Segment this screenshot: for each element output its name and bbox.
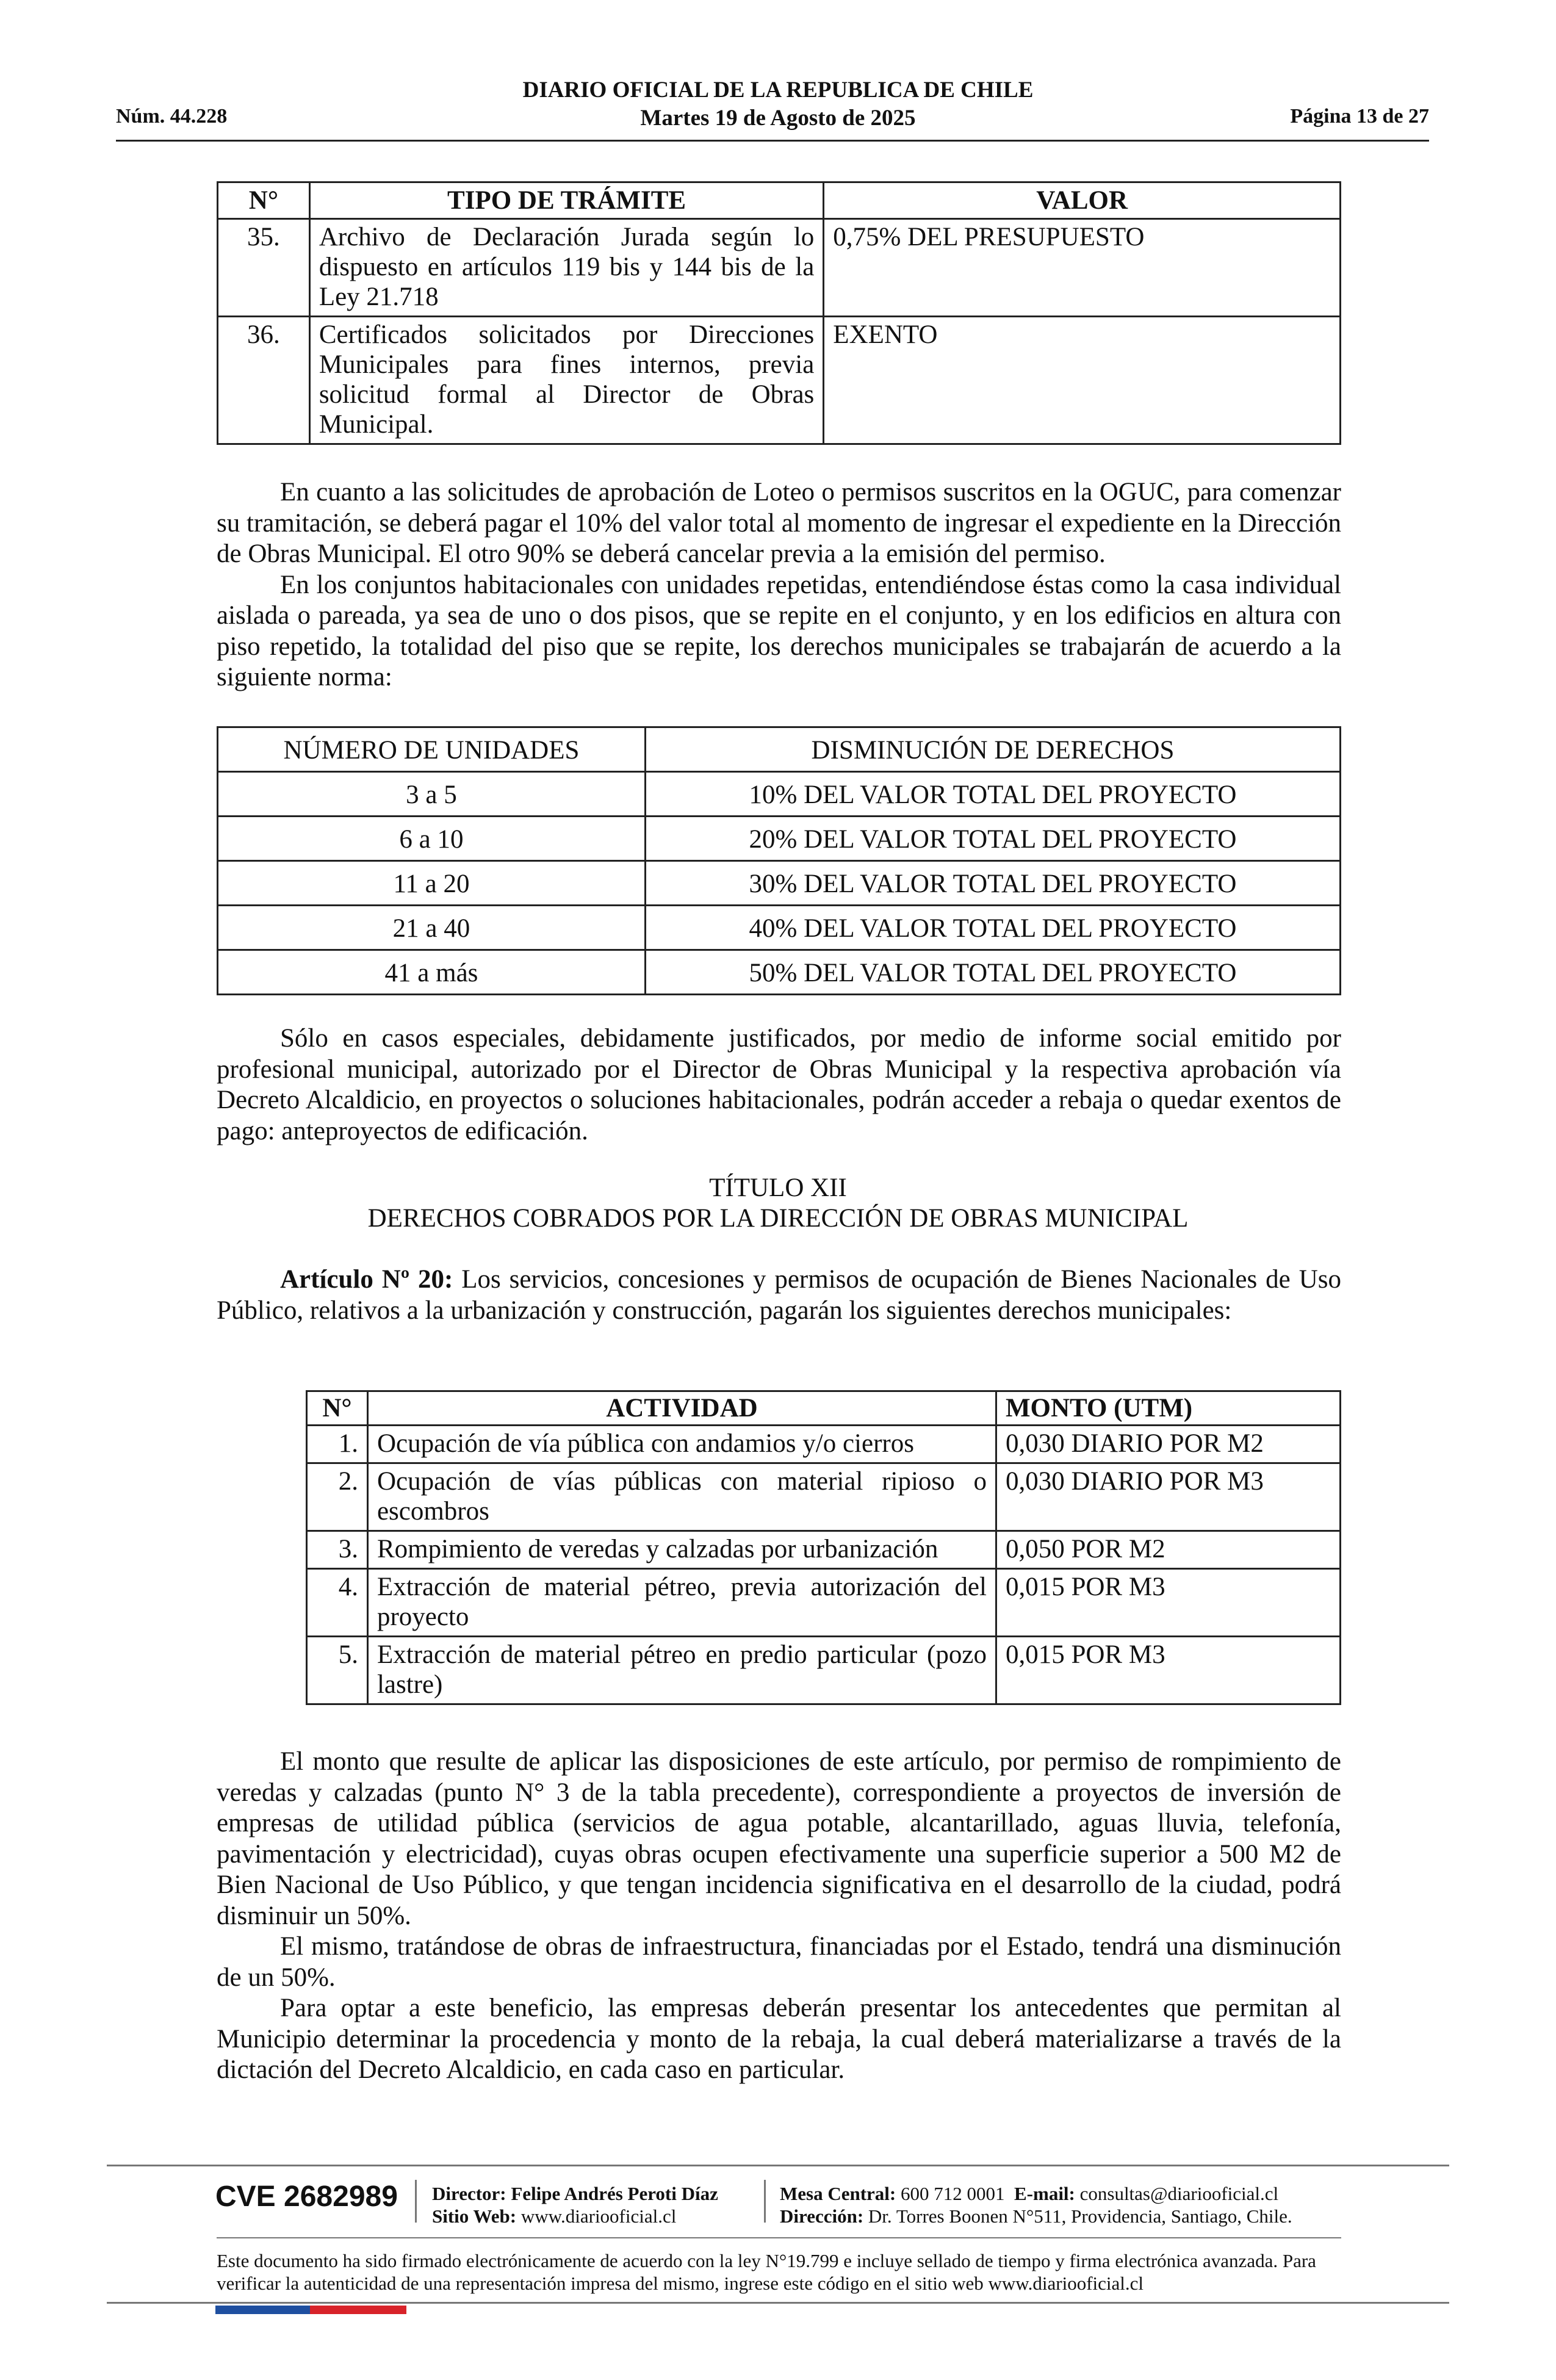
row-unidades: 11 a 20 [218,861,646,906]
row-tipo: Certificados solicitados por Direcciones Municipales para fines internos, previa solicitud formal al Director de Obras Municipal. [309,317,823,444]
section-title [0,1173,1556,1234]
body-section-1 [217,477,1341,693]
row-monto: 0,030 DIARIO POR M2 [996,1426,1340,1463]
table-row [218,861,1341,906]
table-row [307,1426,1341,1463]
row-actividad: Rompimiento de veredas y calzadas por urbanización [367,1531,996,1569]
row-disminucion: 50% DEL VALOR TOTAL DEL PROYECTO [645,950,1340,995]
row-number: 5. [307,1637,368,1704]
row-unidades: 3 a 5 [218,772,646,817]
tramites-table [217,181,1341,445]
email-label: E-mail: [1014,2183,1075,2204]
table-row [218,906,1341,950]
footer-divider-bottom [107,2302,1449,2304]
body-section-3 [217,1747,1341,2086]
table-row [307,1637,1341,1704]
table-row [218,950,1341,995]
row-monto: 0,050 POR M2 [996,1531,1340,1569]
article-20 [217,1264,1341,1326]
footer-director-info [432,2182,718,2227]
table-header-row [307,1391,1341,1426]
article-text: Los servicios, concesiones y permisos de ocupación de Bienes Nacionales de Uso Público, relativos a la urbanización y construcción, pagarán los siguientes derechos municipales: [217,1265,1341,1325]
row-unidades: 6 a 10 [218,817,646,861]
row-number: 4. [307,1569,368,1637]
row-tipo: Archivo de Declaración Jurada según lo dispuesto en artículos 119 bis y 144 bis de la Ley 21.718 [309,219,823,317]
phone-label: Mesa Central: [780,2183,896,2204]
address-label: Dirección: [780,2205,864,2227]
table-row [307,1463,1341,1531]
col-header-unidades: NÚMERO DE UNIDADES [218,727,646,772]
table-header-row [218,182,1341,219]
row-disminucion: 30% DEL VALOR TOTAL DEL PROYECTO [645,861,1340,906]
header-divider [116,140,1429,142]
table-row [218,817,1341,861]
footer-separator [764,2180,766,2223]
row-number: 36. [218,317,310,444]
email-link[interactable]: consultas@diariooficial.cl [1079,2183,1279,2204]
table-row [218,772,1341,817]
row-number: 35. [218,219,310,317]
table-row [218,219,1341,317]
row-valor: 0,75% DEL PRESUPUESTO [824,219,1341,317]
director-label: Director: [432,2183,506,2204]
row-actividad: Ocupación de vía pública con andamios y/o cierros [367,1426,996,1463]
row-valor: EXENTO [824,317,1341,444]
footer-divider-top [107,2165,1449,2166]
body-section-2 [217,1023,1341,1147]
page-number: Página 13 de 27 [1290,105,1429,128]
row-unidades: 41 a más [218,950,646,995]
footer-contact-info [780,2182,1292,2227]
row-disminucion: 20% DEL VALOR TOTAL DEL PROYECTO [645,817,1340,861]
paragraph: En cuanto a las solicitudes de aprobación de Loteo o permisos suscritos en la OGUC, para comenzar su tramitación, se deberá pagar el 10% del valor total al momento de ingresar el expediente en la Dirección de Obras Municipal. El otro 90% se deberá cancelar previa a la emisión del permiso. [217,478,1341,568]
legal-notice: Este documento ha sido firmado electrónicamente de acuerdo con la ley N°19.799 e incluye sellado de tiempo y firma electrónica avanzada. Para verificar la autenticidad de una representación impresa del mismo, ingrese este código en el sitio web www.diariooficial.cl [217,2250,1316,2294]
row-number: 2. [307,1463,368,1531]
row-number: 3. [307,1531,368,1569]
paragraph: El monto que resulte de aplicar las disposiciones de este artículo, por permiso de rompimiento de veredas y calzadas (punto N° 3 de la tabla precedente), correspondiente a proyectos de inversión de empresas de utilidad pública (servicios de agua potable, alcantarillado, aguas lluvia, telefonía, pavimentación y electricidad), cuyas obras ocupen efectivamente una superficie superior a 500 M2 de Bien Nacional de Uso Público, y que tengan incidencia significativa en el desarrollo de la ciudad, podrá disminuir un 50%. [217,1747,1341,1930]
row-unidades: 21 a 40 [218,906,646,950]
col-header-disminucion: DISMINUCIÓN DE DERECHOS [645,727,1340,772]
footer-divider-mid [217,2237,1341,2238]
cve-code: CVE 2682989 [215,2180,398,2213]
col-header-actividad: ACTIVIDAD [367,1391,996,1426]
col-header-valor: VALOR [824,182,1341,219]
table-row [307,1531,1341,1569]
paragraph: Sólo en casos especiales, debidamente justificados, por medio de informe social emitido por profesional municipal, autorizado por el Director de Obras Municipal y la respectiva aprobación vía Decreto Alcaldicio, en proyectos o soluciones habitacionales, podrán acceder a rebaja o quedar exentos de pago: anteproyectos de edificación. [217,1024,1341,1145]
flag-stripe-red [310,2306,406,2314]
paragraph: Para optar a este beneficio, las empresas deberán presentar los antecedentes que permitan al Municipio determinar la procedencia y monto de la rebaja, la cual deberá materializarse a través de la dictación del Decreto Alcaldicio, en cada caso en particular. [217,1994,1341,2084]
table-row [307,1569,1341,1637]
row-actividad: Extracción de material pétreo en predio particular (pozo lastre) [367,1637,996,1704]
publication-date: Martes 19 de Agosto de 2025 [640,106,916,131]
row-actividad: Ocupación de vías públicas con material ripioso o escombros [367,1463,996,1531]
website-label: Sitio Web: [432,2205,517,2227]
col-header-n: N° [218,182,310,219]
issue-number: Núm. 44.228 [116,105,228,128]
website-link[interactable]: www.diariooficial.cl [520,2205,677,2227]
paragraph: En los conjuntos habitacionales con unidades repetidas, entendiéndose éstas como la casa individual aislada o pareada, ya sea de uno o dos pisos, que se repite en el conjunto, y en los edificios en altura con piso repetido, la totalidad del piso que se repite, los derechos municipales se trabajarán de acuerdo a la siguiente norma: [217,570,1341,691]
row-disminucion: 40% DEL VALOR TOTAL DEL PROYECTO [645,906,1340,950]
director-name: Felipe Andrés Peroti Díaz [511,2183,718,2204]
publication-title: DIARIO OFICIAL DE LA REPUBLICA DE CHILE [522,78,1034,103]
title-number: TÍTULO XII [709,1174,847,1202]
title-heading: DERECHOS COBRADOS POR LA DIRECCIÓN DE OBRAS MUNICIPAL [367,1204,1189,1233]
flag-stripe-blue [215,2306,310,2314]
row-number: 1. [307,1426,368,1463]
article-label: Artículo Nº 20: [280,1265,453,1294]
col-header-n: N° [307,1391,368,1426]
row-monto: 0,015 POR M3 [996,1569,1340,1637]
activities-table [306,1390,1341,1705]
col-header-monto: MONTO (UTM) [996,1391,1340,1426]
paragraph: El mismo, tratándose de obras de infraestructura, financiadas por el Estado, tendrá una disminución de un 50%. [217,1932,1341,1992]
row-monto: 0,015 POR M3 [996,1637,1340,1704]
table-row [218,317,1341,444]
row-monto: 0,030 DIARIO POR M3 [996,1463,1340,1531]
row-disminucion: 10% DEL VALOR TOTAL DEL PROYECTO [645,772,1340,817]
col-header-tipo: TIPO DE TRÁMITE [309,182,823,219]
discount-table [217,726,1341,995]
table-header-row [218,727,1341,772]
phone-number: 600 712 0001 [901,2183,1005,2204]
row-actividad: Extracción de material pétreo, previa autorización del proyecto [367,1569,996,1637]
footer-separator [415,2180,417,2223]
address-text: Dr. Torres Boonen N°511, Providencia, Santiago, Chile. [868,2205,1292,2227]
